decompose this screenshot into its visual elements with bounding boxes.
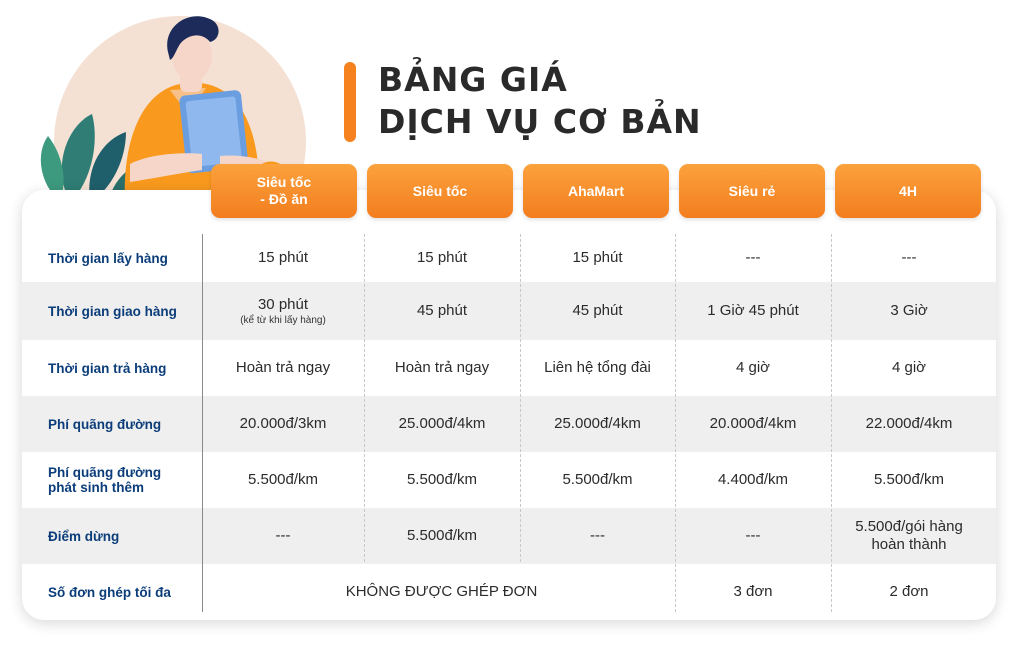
table-cell: --- <box>745 249 761 266</box>
row-label: Phí quãng đường phát sinh thêm <box>48 465 162 495</box>
table-cell: 4 giờ <box>735 359 771 376</box>
table-cell: 20.000đ/3km <box>239 415 327 432</box>
table-cell: 4 giờ <box>891 359 927 376</box>
row-label: Phí quãng đường <box>48 416 162 432</box>
row-label: Thời gian trả hàng <box>48 360 167 376</box>
table-cell: 30 phút (kể từ khi lấy hàng) <box>240 295 326 326</box>
table-cell: 5.500đ/km <box>873 471 945 488</box>
title-accent-bar <box>344 62 356 142</box>
table-cell: 5.500đ/km <box>247 471 319 488</box>
table-cell: 5.500đ/gói hàng hoàn thành <box>855 518 963 553</box>
table-cell: --- <box>901 249 917 266</box>
table-cell: 25.000đ/4km <box>398 415 486 432</box>
column-header-sieu-re: Siêu rẻ <box>679 164 825 218</box>
merged-cell: KHÔNG ĐƯỢC GHÉP ĐƠN <box>208 564 675 620</box>
row-label: Điểm dừng <box>48 528 120 544</box>
row-label: Số đơn ghép tối đa <box>48 584 171 600</box>
column-header-sieu-toc: Siêu tốc <box>367 164 513 218</box>
table-cell: 3 đơn <box>733 583 773 600</box>
table-cell: 3 Giờ <box>890 302 928 319</box>
table-cell: 4.400đ/km <box>717 471 789 488</box>
table-cell: 15 phút <box>572 249 623 266</box>
row-label: Thời gian giao hàng <box>48 303 177 319</box>
table-cell: --- <box>275 527 291 544</box>
table-cell: Hoàn trả ngay <box>235 359 331 376</box>
table-cell: 1 Giờ 45 phút <box>707 302 799 319</box>
pricing-table <box>22 190 996 620</box>
table-cell: 45 phút <box>416 302 468 319</box>
column-header-sieu-toc-do-an: Siêu tốc - Đồ ăn <box>211 164 357 218</box>
table-cell: 22.000đ/4km <box>865 415 953 432</box>
title-line-2: DỊCH VỤ CƠ BẢN <box>378 102 702 141</box>
table-cell: 15 phút <box>257 249 309 266</box>
row-label: Thời gian lấy hàng <box>48 250 168 266</box>
table-cell: 5.500đ/km <box>562 471 633 488</box>
table-cell: 20.000đ/4km <box>709 415 797 432</box>
column-header-4h: 4H <box>835 164 981 218</box>
table-cell: 5.500đ/km <box>406 471 478 488</box>
table-cell: --- <box>745 527 761 544</box>
table-cell: 15 phút <box>416 249 468 266</box>
table-cell: 25.000đ/4km <box>554 415 641 432</box>
column-divider <box>202 234 203 612</box>
title-line-1: BẢNG GIÁ <box>378 60 568 99</box>
column-header-ahamart: AhaMart <box>523 164 669 218</box>
table-cell: 5.500đ/km <box>406 527 478 544</box>
table-cell: Hoàn trả ngay <box>394 359 490 376</box>
table-cell: 45 phút <box>572 302 623 319</box>
table-cell: Liên hệ tổng đài <box>544 359 651 376</box>
table-cell: 2 đơn <box>889 583 929 600</box>
table-cell: --- <box>590 527 605 544</box>
